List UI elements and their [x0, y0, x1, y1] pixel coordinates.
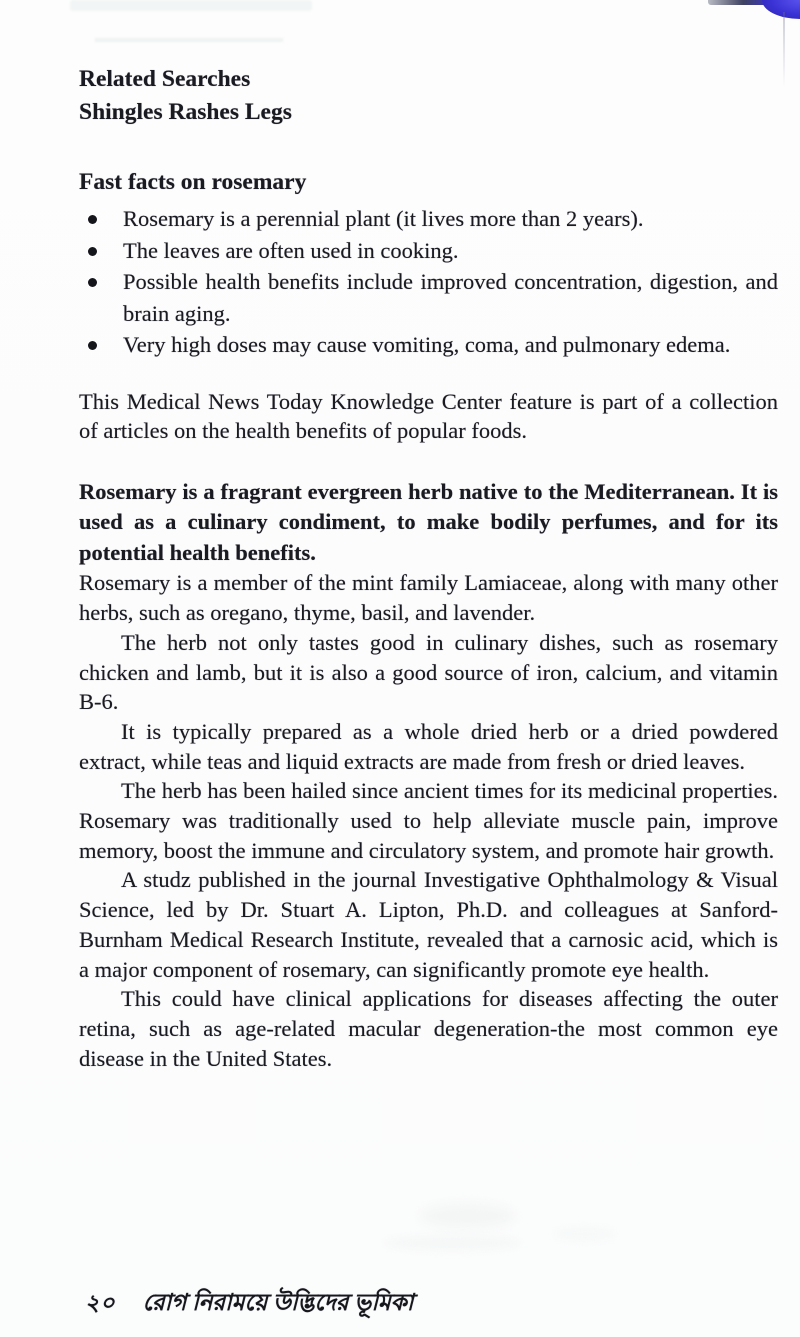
- knowledge-center-note: This Medical News Today Knowledge Center feature is part of a collection of articles on the health benefits of popular foods.: [79, 388, 778, 444]
- fast-fact-item: [79, 266, 778, 329]
- bullet-icon: [88, 215, 97, 224]
- body-paragraph: The herb not only tastes good in culinary dishes, such as rosemary chicken and lamb, but it is also a good source of iron, calcium, and vitamin B-6.: [79, 629, 778, 715]
- fast-facts-heading: Fast facts on rosemary: [79, 169, 307, 195]
- page-text-block: [79, 63, 778, 1073]
- scan-artifact-topleft-bar: [70, 0, 312, 11]
- bullet-icon: [88, 341, 97, 350]
- footer-book-title: রোগ নিরাময়ে উদ্ভিদের ভূমিকা: [142, 1290, 414, 1315]
- body-paragraph: The herb has been hailed since ancient times for its medicinal properties. Rosemary was traditionally used to help alleviate muscle pain, improve memory, boost the immune and circulatory system, and promote hair growth.: [79, 778, 778, 863]
- scan-artifact-smudge: [385, 1236, 520, 1250]
- scan-artifact-smudge: [420, 1203, 515, 1229]
- footer-page-number: ২০: [85, 1290, 116, 1315]
- body-paragraph: This could have clinical applications for diseases affecting the outer retina, such as age-related macular degeneration-the most common eye disease in the United States.: [79, 986, 778, 1071]
- fast-fact-text: Possible health benefits include improved concentration, digestion, and brain aging.: [123, 269, 778, 326]
- fast-fact-item: [79, 329, 778, 361]
- fast-fact-text: Rosemary is a perennial plant (it lives more than 2 years).: [123, 206, 644, 231]
- fast-fact-item: [79, 203, 778, 235]
- scan-artifact-smudge: [555, 1228, 615, 1240]
- fast-fact-text: Very high doses may cause vomiting, coma, and pulmonary edema.: [123, 332, 731, 357]
- related-searches-heading: Related Searches: [79, 66, 251, 92]
- bullet-icon: [88, 247, 97, 256]
- fast-facts-list: [79, 203, 778, 361]
- page-footer: [85, 1284, 413, 1323]
- related-searches-term: Shingles Rashes Legs: [79, 99, 292, 125]
- body-paragraph: It is typically prepared as a whole dried herb or a dried powdered extract, while teas and liquid extracts are made from fresh or dried leaves.: [79, 718, 778, 774]
- bullet-icon: [88, 278, 97, 287]
- scan-artifact-blue-cover-corner: [762, 0, 800, 19]
- body-paragraph: Rosemary is a member of the mint family Lamiaceae, along with many other herbs, such as oregano, thyme, basil, and lavender.: [79, 570, 778, 626]
- scan-artifact-topleft-line: [95, 38, 283, 42]
- scan-artifact-page-edge: [783, 12, 785, 87]
- body-paragraph: A studz published in the journal Investigative Ophthalmology & Visual Science, led by Dr. Stuart A. Lipton, Ph.D. and colleagues at Sanford-Burnham Medical Research Institute, revealed that a carnosic acid, which is a major component of rosemary, can significantly promote eye health.: [79, 867, 778, 982]
- fast-fact-item: [79, 235, 778, 267]
- fast-fact-text: The leaves are often used in cooking.: [123, 237, 459, 263]
- lead-paragraph: Rosemary is a fragrant evergreen herb native to the Mediterranean. It is used as a culinary condiment, to make bodily perfumes, and for its potential health benefits.: [79, 478, 778, 565]
